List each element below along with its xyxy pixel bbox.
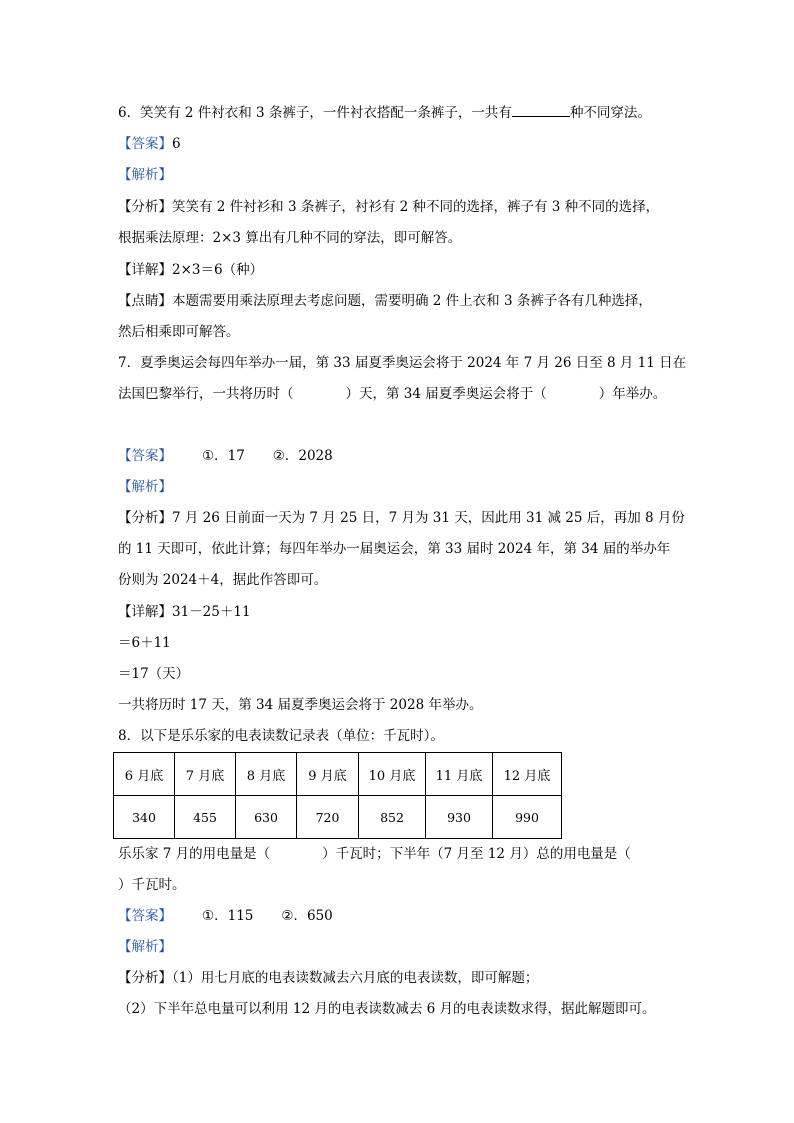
fenxi-label: 【分析】	[118, 970, 172, 986]
answer-label: 【答案】	[118, 908, 172, 924]
q7-answer	[118, 447, 333, 465]
table-header-cell: 6 月底	[114, 753, 175, 796]
q8-question-part-a: 乐乐家 7 月的用电量是（	[118, 846, 271, 862]
q7-question-part-c: ）年举办。	[598, 386, 667, 402]
q7-conclusion: 一共将历时 17 天，第 34 届夏季奥运会将于 2028 年举办。	[118, 697, 483, 713]
q8-answer-2: ②．650	[281, 908, 333, 924]
q6-fenxi-line2: 根据乘法原理：2×3 算出有几种不同的穿法，即可解答。	[118, 230, 462, 246]
table-cell: 720	[297, 796, 359, 839]
table-cell: 340	[114, 796, 175, 839]
q7-answer-2: ②．2028	[272, 448, 333, 464]
table-header-cell: 11 月底	[426, 753, 493, 796]
table-cell: 852	[359, 796, 426, 839]
q8-question-line2	[118, 845, 631, 863]
q7-question-part-b: ）天，第 34 届夏季奥运会将于（	[345, 386, 547, 402]
xiangjie-label: 【详解】	[118, 604, 172, 620]
q7-jiexi-label: 【解析】	[118, 479, 172, 495]
q8-question-part-b: ）千瓦时；下半年（7 月至 12 月）总的用电量是（	[322, 846, 631, 862]
q8-fenxi-line1	[118, 969, 538, 987]
q6-dianjing-text1: 本题需要用乘法原理去考虑问题，需要明确 2 件上衣和 3 条裤子各有几种选择，	[172, 293, 652, 309]
q7-question-line2	[118, 385, 666, 403]
q6-fenxi-line1	[118, 198, 659, 216]
q7-fenxi-text1: 7 月 26 日前面一天为 7 月 25 日，7 月为 31 天，因此用 31 减 25 后，再加 8 月份	[172, 510, 685, 526]
table-header-cell: 12 月底	[493, 753, 562, 796]
q7-answer-1: ①．17	[202, 448, 245, 464]
q6-jiexi-label: 【解析】	[118, 167, 172, 183]
xiangjie-label: 【详解】	[118, 262, 172, 278]
table-row	[114, 796, 562, 839]
table-cell: 990	[493, 796, 562, 839]
q6-question	[118, 104, 651, 122]
q8-question: 8．以下是乐乐家的电表读数记录表（单位：千瓦时）。	[118, 728, 444, 744]
table-header-cell: 8 月底	[236, 753, 297, 796]
dianjing-label: 【点睛】	[118, 293, 172, 309]
fenxi-label: 【分析】	[118, 510, 172, 526]
q6-fenxi-text1: 笑笑有 2 件衬衫和 3 条裤子，衬衫有 2 种不同的选择，裤子有 3 种不同的选择，	[172, 199, 660, 215]
q6-question-text: 6．笑笑有 2 件衬衣和 3 条裤子，一件衬衣搭配一条裤子，一共有	[118, 105, 512, 121]
answer-label: 【答案】	[118, 136, 172, 152]
q8-answer-1: ①．115	[202, 908, 254, 924]
q7-fenxi-line3: 份则为 2024＋4，据此作答即可。	[118, 572, 328, 588]
q8-jiexi-label: 【解析】	[118, 939, 172, 955]
table-header-cell: 9 月底	[297, 753, 359, 796]
q6-dianjing-line1	[118, 292, 652, 310]
q7-fenxi-line2: 的 11 天即可，依此计算；每四年举办一届奥运会，第 33 届时 2024 年，第 34 届的举办年	[118, 541, 671, 557]
q6-question-tail: 种不同穿法。	[569, 105, 651, 121]
q7-question-line1: 7．夏季奥运会每四年举办一届，第 33 届夏季奥运会将于 2024 年 7 月 26 日至 8 月 11 日在	[118, 355, 687, 371]
q8-answer	[118, 907, 333, 925]
table-cell: 630	[236, 796, 297, 839]
table-cell: 455	[175, 796, 236, 839]
fenxi-label: 【分析】	[118, 199, 172, 215]
q7-xiangjie-line2: ＝6＋11	[118, 635, 171, 651]
q7-xiangjie-line3: ＝17（天）	[118, 666, 190, 682]
q6-xiangjie	[118, 261, 263, 279]
q7-question-part-a: 法国巴黎举行，一共将历时（	[118, 386, 294, 402]
table-cell: 930	[426, 796, 493, 839]
table-header-row	[114, 753, 562, 796]
q6-answer-value: 6	[172, 136, 181, 152]
q8-question-line3: ）千瓦时。	[118, 877, 186, 893]
q7-xiangjie-text1: 31－25＋11	[172, 604, 251, 620]
q6-xiangjie-text: 2×3＝6（种）	[172, 262, 264, 278]
q8-fenxi-line2: （2）下半年总电量可以利用 12 月的电表读数减去 6 月的电表读数求得，据此解题即可。	[118, 1001, 656, 1017]
q8-fenxi-text1: （1）用七月底的电表读数减去六月底的电表读数，即可解题；	[172, 970, 539, 986]
q6-answer-blank	[512, 104, 570, 117]
q7-xiangjie-line1	[118, 603, 251, 621]
table-header-cell: 10 月底	[359, 753, 426, 796]
q6-answer	[118, 135, 181, 153]
table-header-cell: 7 月底	[175, 753, 236, 796]
meter-reading-table	[113, 752, 562, 839]
q7-fenxi-line1	[118, 509, 685, 527]
q6-dianjing-line2: 然后相乘即可解答。	[118, 324, 240, 340]
answer-label: 【答案】	[118, 448, 172, 464]
